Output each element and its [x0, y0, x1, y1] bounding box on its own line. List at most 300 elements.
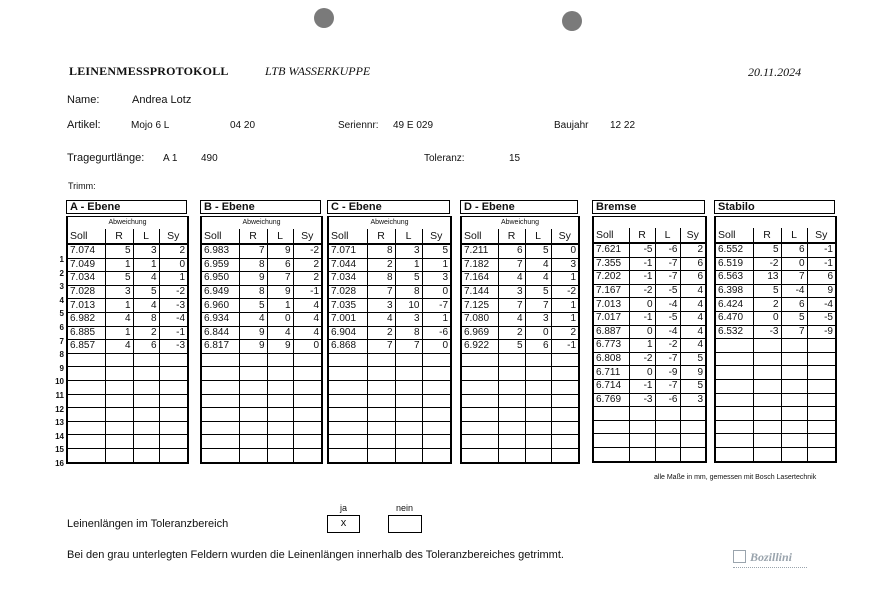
- table-cell: [201, 394, 239, 408]
- table-cell: [422, 353, 451, 367]
- toleranz-label: Toleranz:: [424, 153, 465, 164]
- table-cell: [133, 421, 159, 435]
- table-row: [461, 408, 579, 422]
- table-cell: 1: [551, 299, 579, 313]
- table-cell: 6.922: [461, 340, 498, 354]
- row-number: 14: [55, 431, 64, 441]
- abweichung-label: [715, 217, 836, 229]
- column-header: Sy: [422, 229, 451, 244]
- table-cell: [781, 339, 807, 353]
- table-cell: [525, 435, 551, 449]
- row-number: 12: [55, 404, 64, 414]
- toleranz-value: 15: [509, 153, 521, 164]
- row-number: 13: [55, 418, 64, 428]
- table-cell: [239, 394, 267, 408]
- table-row: [715, 434, 836, 448]
- table-row: [593, 339, 706, 353]
- table-cell: -2: [655, 339, 680, 353]
- table-cell: -4: [159, 312, 188, 326]
- table-cell: 7.034: [328, 272, 367, 286]
- table-cell: [367, 380, 395, 394]
- table-cell: [239, 380, 267, 394]
- table-cell: [753, 352, 781, 366]
- table-row: [67, 299, 188, 313]
- table-cell: [159, 435, 188, 449]
- table-row: [67, 394, 188, 408]
- table-cell: -2: [293, 244, 322, 258]
- table-cell: 1: [422, 258, 451, 272]
- table-row: [593, 379, 706, 393]
- table-cell: [498, 435, 525, 449]
- table-cell: [807, 366, 836, 380]
- ja-checkbox[interactable]: x: [327, 515, 360, 533]
- row-number: 4: [59, 295, 64, 305]
- table-cell: 4: [525, 258, 551, 272]
- table-row: [461, 353, 579, 367]
- table-cell: [267, 408, 293, 422]
- table-cell: [551, 448, 579, 462]
- table-cell: [525, 448, 551, 462]
- table-cell: [267, 380, 293, 394]
- table-cell: 2: [293, 258, 322, 272]
- table-cell: [328, 408, 367, 422]
- table-row: [715, 447, 836, 461]
- table-cell: [328, 421, 367, 435]
- table-cell: 1: [105, 299, 133, 313]
- table-row: [461, 380, 579, 394]
- table-row: [461, 326, 579, 340]
- row-number: 11: [55, 391, 64, 400]
- table-row: [715, 420, 836, 434]
- table-cell: 6.887: [593, 325, 629, 339]
- table-row: [593, 325, 706, 339]
- table-row: [715, 298, 836, 312]
- table-cell: [105, 380, 133, 394]
- table-cell: 0: [551, 244, 579, 258]
- table-cell: -9: [655, 366, 680, 380]
- table-cell: [293, 367, 322, 381]
- table-cell: 7: [498, 258, 525, 272]
- tragegurt-value: 490: [201, 153, 218, 164]
- table-row: [715, 393, 836, 407]
- table-cell: [781, 434, 807, 448]
- table-row: [593, 311, 706, 325]
- table-cell: -1: [293, 285, 322, 299]
- table-cell: [807, 420, 836, 434]
- table-cell: 6.398: [715, 284, 753, 298]
- table-cell: 7.144: [461, 285, 498, 299]
- table-row: [715, 366, 836, 380]
- table-cell: [551, 435, 579, 449]
- table-cell: [715, 447, 753, 461]
- table-row: [593, 298, 706, 312]
- table-cell: 5: [422, 244, 451, 258]
- table-cell: [328, 394, 367, 408]
- table-cell: 5: [753, 243, 781, 257]
- table-row: [328, 353, 451, 367]
- table-cell: [201, 435, 239, 449]
- table-cell: 7.013: [67, 299, 105, 313]
- table-row: [593, 271, 706, 285]
- table-row: [461, 272, 579, 286]
- table-cell: 3: [395, 312, 422, 326]
- table-cell: 3: [498, 285, 525, 299]
- table-row: [461, 367, 579, 381]
- column-header: Sy: [807, 228, 836, 243]
- table-cell: 7: [525, 299, 551, 313]
- table-cell: -5: [655, 311, 680, 325]
- table-cell: [753, 407, 781, 421]
- table-row: [67, 408, 188, 422]
- row-number: 8: [59, 350, 64, 360]
- table-cell: 4: [680, 311, 706, 325]
- table-cell: 9: [267, 285, 293, 299]
- table-cell: -7: [655, 257, 680, 271]
- table-cell: 6: [781, 298, 807, 312]
- table-cell: 5: [498, 340, 525, 354]
- table-cell: 8: [367, 244, 395, 258]
- table-cell: [395, 408, 422, 422]
- table-cell: [655, 420, 680, 434]
- table-row: [201, 367, 322, 381]
- table-cell: [498, 367, 525, 381]
- table-cell: [422, 421, 451, 435]
- table-cell: 0: [629, 298, 655, 312]
- table-row: [461, 340, 579, 354]
- table-row: [67, 326, 188, 340]
- table-cell: [367, 421, 395, 435]
- table-cell: 0: [753, 311, 781, 325]
- table-cell: [201, 408, 239, 422]
- table-cell: 7: [498, 299, 525, 313]
- table-cell: -4: [655, 298, 680, 312]
- table-cell: [498, 394, 525, 408]
- table-row: [67, 435, 188, 449]
- table-cell: 6: [267, 258, 293, 272]
- table-row: [461, 244, 579, 258]
- table-cell: 6.714: [593, 379, 629, 393]
- table-cell: 4: [498, 272, 525, 286]
- table-cell: 6.532: [715, 325, 753, 339]
- column-header: R: [629, 228, 655, 243]
- table-cell: [807, 339, 836, 353]
- table-cell: 6.959: [201, 258, 239, 272]
- table-cell: 7.211: [461, 244, 498, 258]
- table-row: [201, 272, 322, 286]
- table-row: [461, 394, 579, 408]
- table-cell: [807, 407, 836, 421]
- table-cell: 5: [680, 379, 706, 393]
- table-cell: [551, 408, 579, 422]
- table-cell: 5: [395, 272, 422, 286]
- table-cell: 6.808: [593, 352, 629, 366]
- table-cell: 7.017: [593, 311, 629, 325]
- table-cell: 0: [422, 340, 451, 354]
- table-cell: -5: [807, 311, 836, 325]
- table-row: [201, 353, 322, 367]
- table-cell: 7.001: [328, 312, 367, 326]
- table-cell: [239, 448, 267, 462]
- table-cell: [159, 394, 188, 408]
- table-row: [67, 272, 188, 286]
- row-number: 7: [59, 336, 64, 346]
- nein-checkbox[interactable]: [388, 515, 422, 533]
- table-cell: 7: [781, 325, 807, 339]
- table-cell: 3: [395, 244, 422, 258]
- table-cell: [715, 434, 753, 448]
- column-header: L: [781, 228, 807, 243]
- abweichung-label: Abweichung: [201, 217, 322, 230]
- table-cell: [498, 448, 525, 462]
- table-cell: 7: [395, 340, 422, 354]
- table-cell: [133, 367, 159, 381]
- table-row: [593, 284, 706, 298]
- table-cell: 3: [680, 393, 706, 407]
- artikel-code: 04 20: [230, 120, 256, 131]
- table-cell: [655, 447, 680, 461]
- table-cell: 6.424: [715, 298, 753, 312]
- table-cell: -4: [807, 298, 836, 312]
- trimm-label: Trimm:: [68, 181, 96, 191]
- table-cell: [461, 394, 498, 408]
- table-cell: -1: [629, 271, 655, 285]
- table-cell: 8: [133, 312, 159, 326]
- table-row: [593, 393, 706, 407]
- table-cell: [781, 393, 807, 407]
- table-cell: [133, 380, 159, 394]
- table-cell: -2: [551, 285, 579, 299]
- row-number: 10: [55, 377, 64, 387]
- table-row: [67, 367, 188, 381]
- table-cell: 6.983: [201, 244, 239, 258]
- table-cell: 2: [367, 326, 395, 340]
- table-cell: [201, 380, 239, 394]
- table-cell: [753, 339, 781, 353]
- table-cell: 13: [753, 271, 781, 285]
- table-cell: 6: [807, 271, 836, 285]
- table-cell: 6.934: [201, 312, 239, 326]
- table-cell: 4: [267, 326, 293, 340]
- table-cell: 7.049: [67, 258, 105, 272]
- table-cell: 5: [753, 284, 781, 298]
- table-row: [328, 340, 451, 354]
- table-cell: -2: [753, 257, 781, 271]
- column-header: Sy: [159, 229, 188, 244]
- table-cell: 0: [293, 340, 322, 354]
- table-cell: [328, 367, 367, 381]
- table-cell: 9: [807, 284, 836, 298]
- column-header: Sy: [680, 228, 706, 243]
- table-row: [201, 394, 322, 408]
- table-cell: [715, 379, 753, 393]
- column-header: L: [267, 229, 293, 244]
- table-cell: [367, 408, 395, 422]
- table-cell: 1: [133, 258, 159, 272]
- baujahr-label: Baujahr: [554, 120, 589, 131]
- table-cell: [159, 367, 188, 381]
- table-cell: [629, 407, 655, 421]
- table-cell: [551, 380, 579, 394]
- table-cell: -3: [159, 340, 188, 354]
- table-cell: [159, 448, 188, 462]
- table-cell: 0: [629, 366, 655, 380]
- table-cell: 7.202: [593, 271, 629, 285]
- table-cell: 1: [629, 339, 655, 353]
- column-header: Soll: [67, 229, 105, 244]
- table-cell: 6: [525, 340, 551, 354]
- table-cell: [367, 394, 395, 408]
- abweichung-label: Abweichung: [67, 217, 188, 230]
- table-cell: [239, 421, 267, 435]
- table-row: [715, 257, 836, 271]
- table-row: [593, 407, 706, 421]
- table-cell: [461, 435, 498, 449]
- table-row: [328, 421, 451, 435]
- table-cell: [525, 367, 551, 381]
- table-row: [461, 448, 579, 462]
- seriennr-label: Seriennr:: [338, 120, 379, 131]
- table-cell: [807, 393, 836, 407]
- table-c-ebene: [327, 216, 452, 464]
- table-cell: 0: [159, 258, 188, 272]
- table-cell: [422, 408, 451, 422]
- table-cell: 2: [159, 244, 188, 258]
- table-row: [715, 284, 836, 298]
- punch-hole-left: [314, 8, 334, 28]
- table-row: [67, 312, 188, 326]
- table-cell: [461, 367, 498, 381]
- table-row: [201, 244, 322, 258]
- table-cell: [461, 353, 498, 367]
- table-cell: 7.071: [328, 244, 367, 258]
- table-cell: 5: [680, 352, 706, 366]
- table-cell: 6.711: [593, 366, 629, 380]
- table-cell: 9: [680, 366, 706, 380]
- table-cell: -7: [422, 299, 451, 313]
- section-title-bremse: Bremse: [592, 200, 705, 214]
- table-cell: [159, 380, 188, 394]
- table-cell: [422, 380, 451, 394]
- table-cell: [133, 448, 159, 462]
- table-cell: 7.125: [461, 299, 498, 313]
- table-row: [593, 434, 706, 448]
- table-cell: [781, 420, 807, 434]
- table-cell: 5: [239, 299, 267, 313]
- table-cell: [715, 339, 753, 353]
- table-cell: -4: [781, 284, 807, 298]
- table-cell: [715, 393, 753, 407]
- company-name: LTB WASSERKUPPE: [265, 64, 371, 78]
- table-cell: 6.563: [715, 271, 753, 285]
- table-cell: [267, 448, 293, 462]
- table-row: [328, 285, 451, 299]
- table-cell: 6: [680, 271, 706, 285]
- table-cell: 7: [267, 272, 293, 286]
- table-row: [328, 448, 451, 462]
- row-number: 15: [55, 445, 64, 455]
- table-cell: [293, 380, 322, 394]
- table-cell: 6.904: [328, 326, 367, 340]
- table-row: [67, 380, 188, 394]
- table-cell: [239, 408, 267, 422]
- table-cell: 2: [551, 326, 579, 340]
- table-cell: [105, 435, 133, 449]
- table-cell: 3: [422, 272, 451, 286]
- table-cell: 5: [781, 311, 807, 325]
- table-row: [328, 299, 451, 313]
- table-cell: 0: [267, 312, 293, 326]
- nein-label: nein: [396, 503, 414, 513]
- table-cell: [67, 394, 105, 408]
- table-cell: 7.035: [328, 299, 367, 313]
- table-cell: 6: [133, 340, 159, 354]
- table-row: [593, 420, 706, 434]
- table-cell: [395, 435, 422, 449]
- table-cell: [525, 421, 551, 435]
- table-cell: -7: [655, 352, 680, 366]
- table-row: [67, 353, 188, 367]
- table-cell: 6.769: [593, 393, 629, 407]
- table-cell: [753, 393, 781, 407]
- table-cell: 4: [680, 298, 706, 312]
- table-row: [715, 243, 836, 257]
- table-cell: [422, 394, 451, 408]
- table-cell: [67, 367, 105, 381]
- toleranz-question: Leinenlängen im Toleranzbereich: [67, 518, 229, 530]
- table-cell: -2: [629, 284, 655, 298]
- table-cell: [67, 448, 105, 462]
- row-number: 5: [59, 309, 64, 319]
- table-cell: 7.028: [67, 285, 105, 299]
- table-cell: [753, 366, 781, 380]
- table-cell: 7: [367, 340, 395, 354]
- table-cell: [807, 434, 836, 448]
- table-cell: [680, 434, 706, 448]
- table-row: [201, 258, 322, 272]
- table-cell: [461, 448, 498, 462]
- table-cell: 7: [781, 271, 807, 285]
- table-row: [715, 311, 836, 325]
- table-cell: -6: [655, 243, 680, 257]
- table-row: [328, 435, 451, 449]
- table-cell: 1: [105, 258, 133, 272]
- punch-hole-right: [562, 11, 582, 31]
- table-cell: [133, 435, 159, 449]
- table-cell: 2: [293, 272, 322, 286]
- table-cell: [201, 421, 239, 435]
- table-cell: 6.982: [67, 312, 105, 326]
- column-header: R: [105, 229, 133, 244]
- table-cell: [753, 434, 781, 448]
- table-row: [715, 407, 836, 421]
- table-cell: [422, 367, 451, 381]
- table-cell: [267, 394, 293, 408]
- table-row: [67, 340, 188, 354]
- table-cell: 7.167: [593, 284, 629, 298]
- section-title-a-ebene: A - Ebene: [66, 200, 187, 214]
- table-row: [715, 325, 836, 339]
- table-cell: 2: [753, 298, 781, 312]
- column-header: Soll: [715, 228, 753, 243]
- table-cell: 9: [267, 340, 293, 354]
- table-cell: -3: [753, 325, 781, 339]
- table-cell: [461, 408, 498, 422]
- table-cell: 6.960: [201, 299, 239, 313]
- table-cell: [807, 352, 836, 366]
- table-cell: [551, 367, 579, 381]
- table-cell: [593, 407, 629, 421]
- table-cell: [593, 420, 629, 434]
